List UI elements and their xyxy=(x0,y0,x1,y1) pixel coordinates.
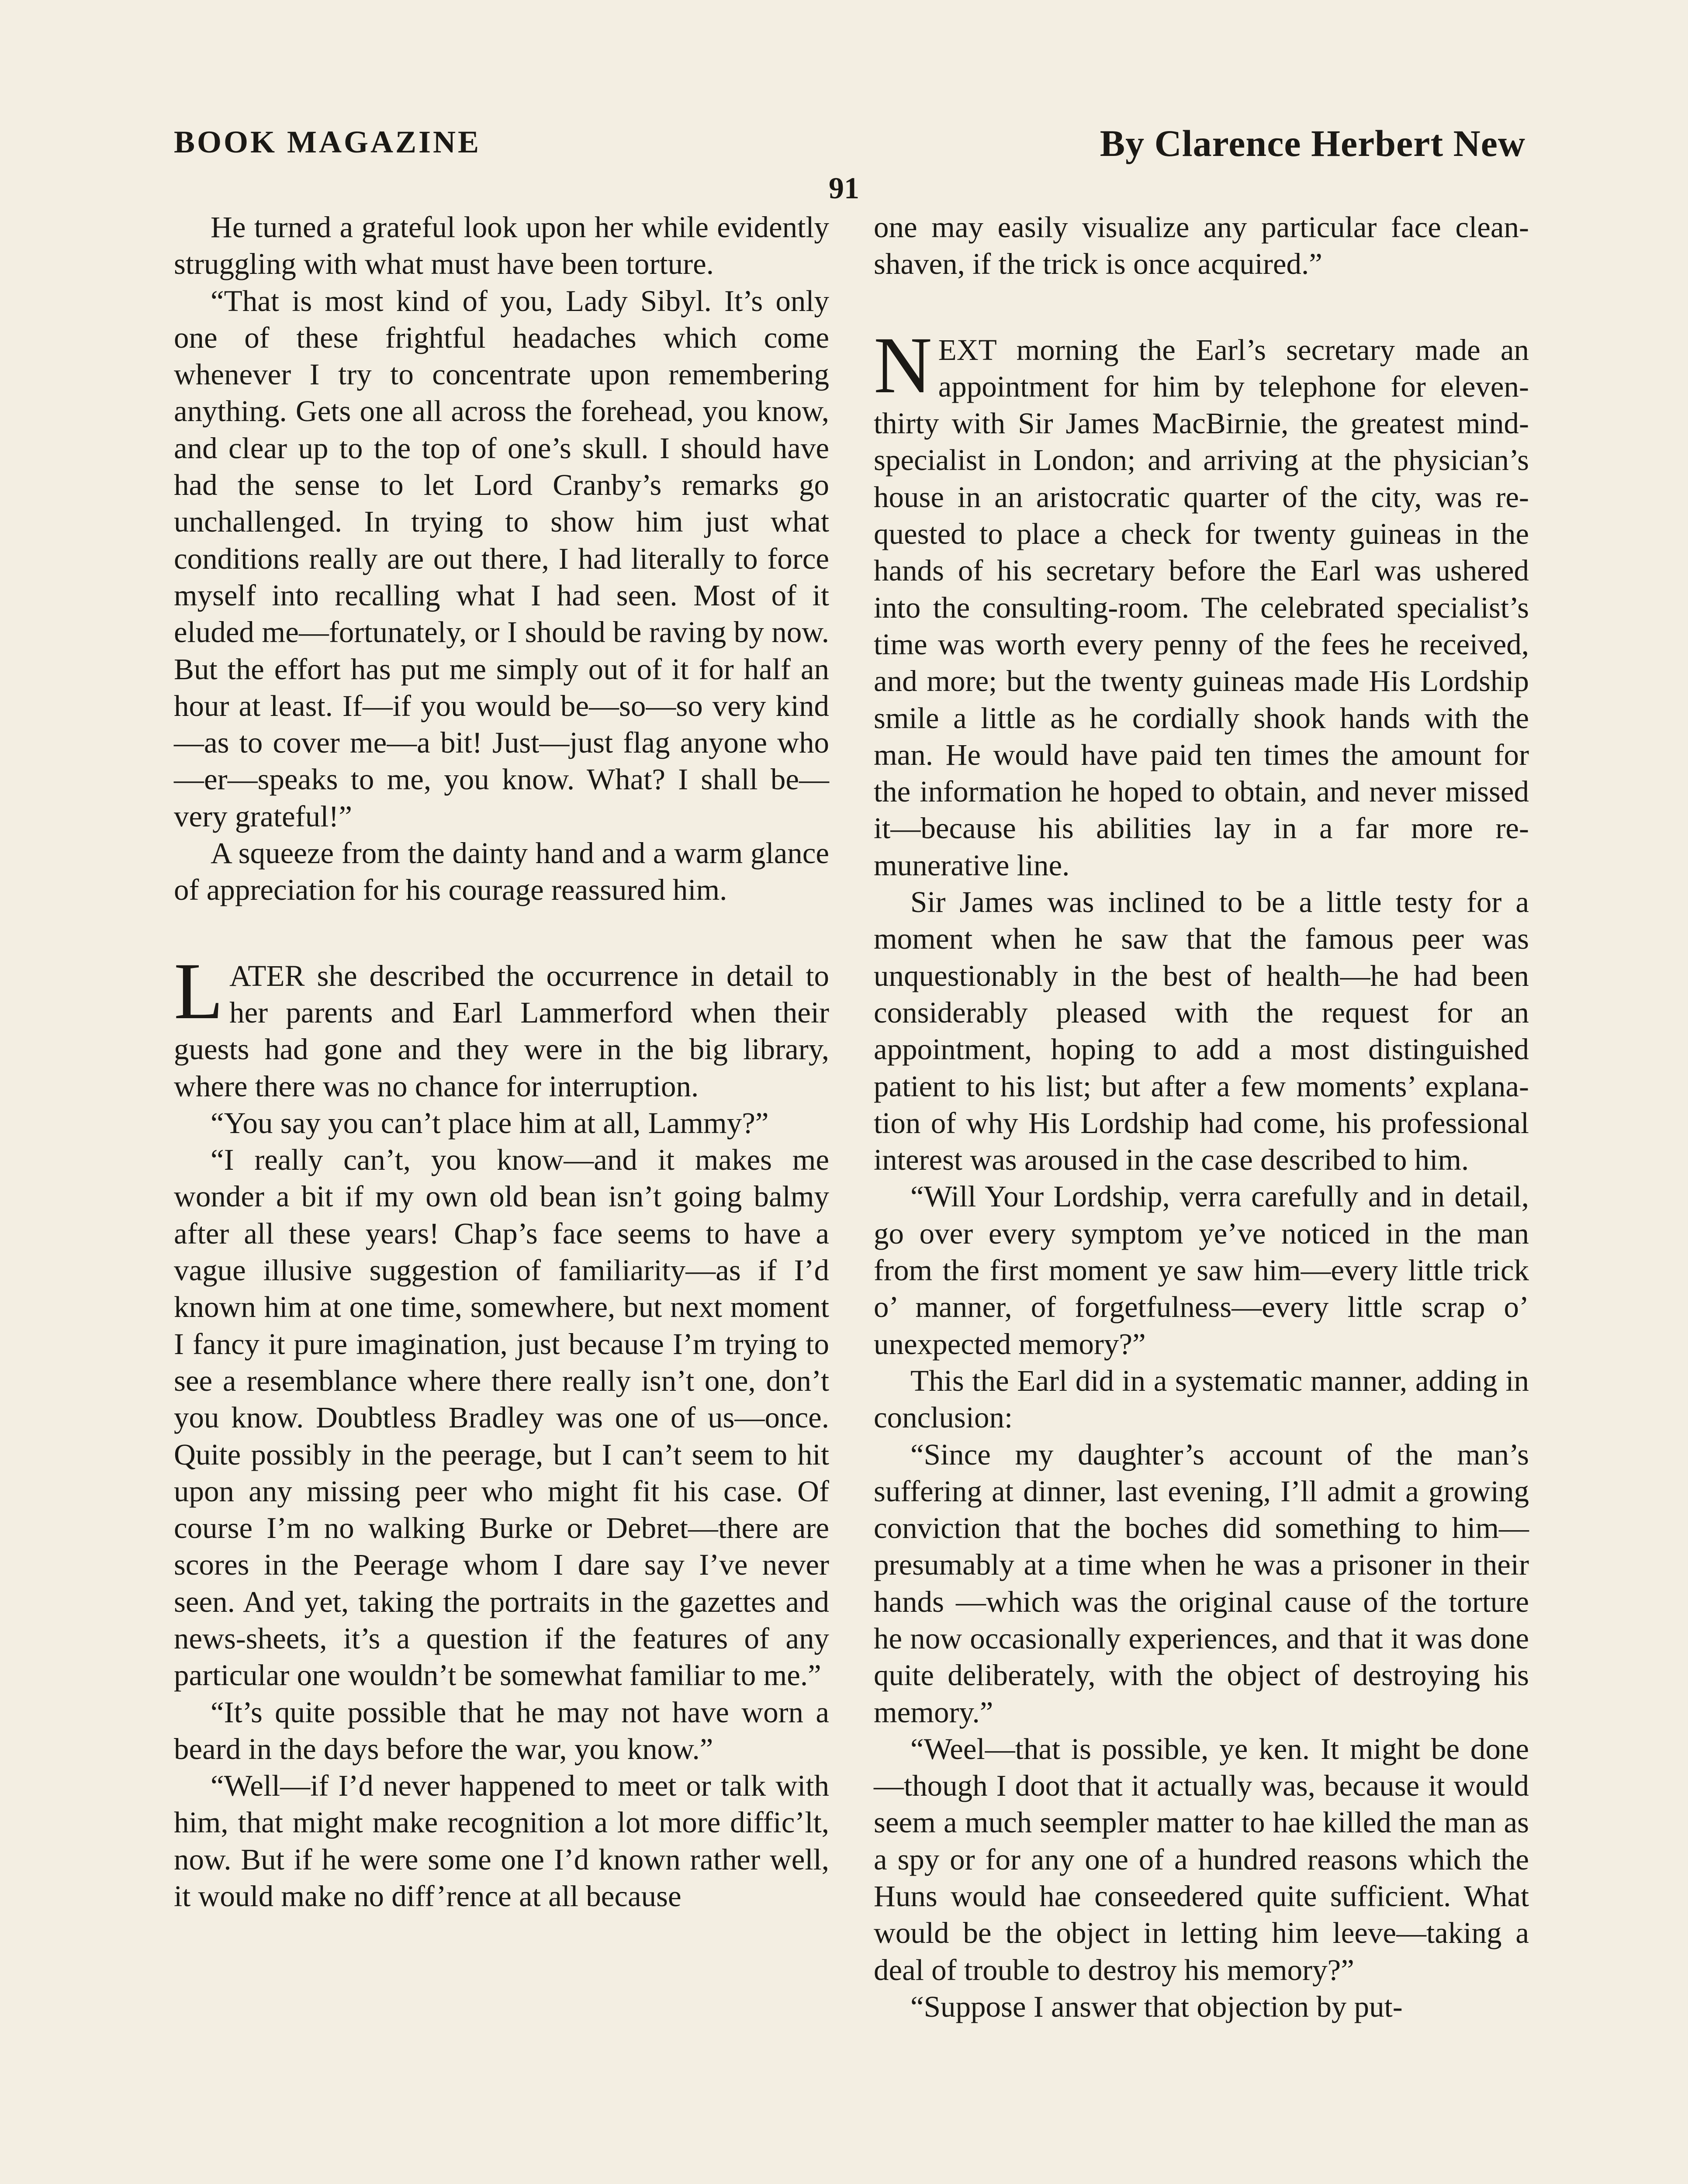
left-column-paragraph xyxy=(174,1767,829,1914)
paragraph-text: “Since my daughter’s account of the man’s suffering at dinner, last evening, I’ll admit a growing conviction that the boches did something to him—presumably at a time when he was a prisoner in their hands —which was the original cause of the torture he now occasionally experiences, and that it was done quite deliberately, with the object of destroying his memory.” xyxy=(874,1438,1529,1729)
paragraph-text: EXT morning the Earl’s secretary made an appointment for him by telephone for eleven-thirty with Sir James MacBirnie, the greatest mind-specialist in London; and arriving at the physician’s house in an aristocratic quarter of the city, was requested to place a check for twenty guineas in the hands of his secretary before the Earl was ushered into the consulting-room. The celebrated specialist’s time was worth every penny of the fees he received, and more; but the twenty guineas made His Lordship smile a little as he cordially shook hands with the man. He would have paid ten times the amount for the information he hoped to obtain, and never missed it—because his abilities lay in a far more remunerative line. xyxy=(874,333,1529,882)
left-column-paragraph xyxy=(174,1694,829,1768)
right-text-column xyxy=(874,209,1529,2025)
right-column-paragraph xyxy=(874,1436,1529,1731)
paragraph-text: “Suppose I answer that objection by put- xyxy=(910,1990,1403,2023)
left-column-paragraph xyxy=(174,1141,829,1693)
paragraph-text: This the Earl did in a systematic manner, adding in conclusion: xyxy=(874,1364,1529,1434)
paragraph-text: A squeeze from the dainty hand and a warm glance of appreciation for his courage reassured him. xyxy=(174,836,829,907)
left-column-paragraph xyxy=(174,946,829,1105)
paragraph-text: “Weel—that is possible, ye ken. It might be done—though I doot that it actually was, because it would seem a much seempler matter to hae killed the man as a spy or for any one of a hundred reasons which the Huns would hae conseedered quite sufficient. What would be the object in letting him leeve—taking a deal of trouble to destroy his memory?” xyxy=(874,1732,1529,1987)
right-column-paragraph xyxy=(874,320,1529,884)
paragraph-text: Sir James was inclined to be a little testy for a moment when he saw that the famous peer was unquestionably in the best of health—he had been considerably pleased with the request for an appointment, hoping to add a most distinguished patient to his list; but after a few moments’ explanation of why His Lordship had come, his professional interest was aroused in the case described to him. xyxy=(874,885,1529,1177)
paragraph-text: “I really can’t, you know—and it makes me wonder a bit if my own old bean isn’t going balmy after all these years! Chap’s face seems to have a vague illusive suggestion of familiarity—as if I’d known him at one time, somewhere, but next moment I fancy it pure imagination, just because I’m trying to see a resemblance where there really isn’t one, don’t you know. Doubtless Bradley was one of us—once. Quite possibly in the peerage, but I can’t seem to hit upon any missing peer who might fit his case. Of course I’m no walking Burke or Debret—there are scores in the Peerage whom I dare say I’ve never seen. And yet, taking the portraits in the gazettes and news-sheets, it’s a question if the features of any particular one wouldn’t be somewhat familiar to me.” xyxy=(174,1143,829,1692)
right-column-paragraph xyxy=(874,209,1529,283)
paragraph-text: “You say you can’t place him at all, Lammy?” xyxy=(211,1106,769,1140)
paragraph-text: “It’s quite possible that he may not have worn a beard in the days before the war, you know.” xyxy=(174,1695,829,1766)
paragraph-text: He turned a grateful look upon her while evidently struggling with what must have been torture. xyxy=(174,211,829,281)
right-column-paragraph xyxy=(874,1178,1529,1362)
right-column-paragraph xyxy=(874,1731,1529,1988)
drop-cap-letter: L xyxy=(174,946,224,1036)
page-number: 91 xyxy=(829,172,859,205)
paragraph-text: one may easily visualize any particular face clean-shaven, if the trick is once acquired.” xyxy=(874,211,1529,281)
drop-cap-letter: N xyxy=(874,320,932,410)
left-text-column xyxy=(174,209,829,1914)
left-column-paragraph xyxy=(174,835,829,909)
right-column-paragraph xyxy=(874,1362,1529,1436)
author-byline: By Clarence Herbert New xyxy=(1100,122,1525,164)
paragraph-text: “Will Your Lordship, verra carefully and in detail, go over every symptom ye’ve noticed in the man from the first moment ye saw him—every little trick o’ manner, of forgetfulness—every little scrap o’ unexpected memory?” xyxy=(874,1180,1529,1361)
paragraph-text: “That is most kind of you, Lady Sibyl. It’s only one of these frightful headaches which come whenever I try to concentrate upon remembering anything. Gets one all across the forehead, you know, and clear up to the top of one’s skull. I should have had the sense to let Lord Cranby’s remarks go unchallenged. In trying to show him just what conditions really are out there, I had literally to force myself into recalling what I had seen. Most of it eluded me—fortunately, or I should be raving by now. But the effort has put me simply out of it for half an hour at least. If—if you would be—so—so very kind—as to cover me—a bit! Just—just flag anyone who—er—speaks to me, you know. What? I shall be—very grateful!” xyxy=(174,284,829,833)
magazine-title: BOOK MAGAZINE xyxy=(174,124,481,159)
right-column-paragraph xyxy=(874,884,1529,1178)
left-column-paragraph xyxy=(174,1105,829,1141)
left-column-paragraph xyxy=(174,209,829,283)
paragraph-text: ATER she described the occurrence in detail to her parents and Earl Lammerford when their guests had gone and they were in the big library, where there was no chance for interruption. xyxy=(174,959,829,1103)
paragraph-text: “Well—if I’d never happened to meet or talk with him, that might make recognition a lot more diffic’lt, now. But if he were some one I’d known rather well, it would make no diff’rence at all because xyxy=(174,1769,829,1913)
right-column-paragraph xyxy=(874,1988,1529,2025)
left-column-paragraph xyxy=(174,283,829,835)
